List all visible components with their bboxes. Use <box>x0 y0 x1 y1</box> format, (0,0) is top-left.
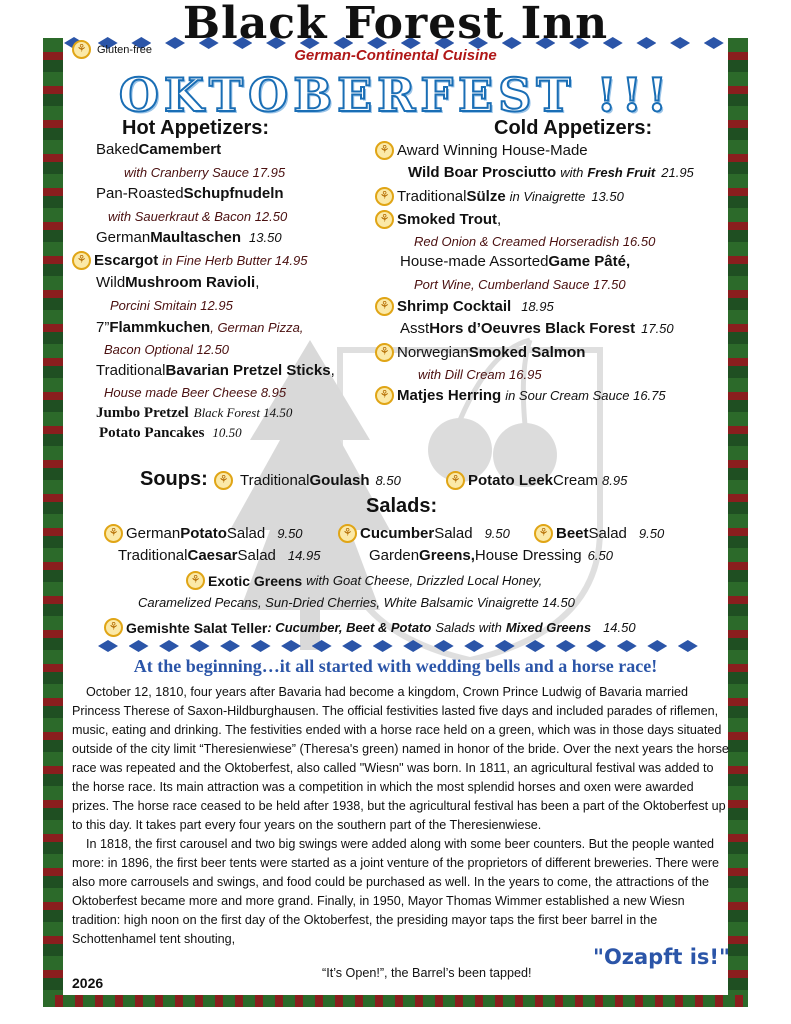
wheat-icon: ⚘ <box>534 524 553 543</box>
menu-item: Potato Pancakes 10.50 <box>99 425 242 441</box>
salad-item: ⚘ Cucumber Salad 9.50 <box>338 524 510 543</box>
menu-item-desc: with Dill Cream 16.95 <box>418 367 542 382</box>
ozapft-is-quote: "Ozapft is!" <box>593 945 730 969</box>
restaurant-name: Black Forest Inn <box>182 0 609 49</box>
wheat-icon: ⚘ <box>72 251 91 270</box>
menu-item-desc: with Sauerkraut & Bacon 12.50 <box>108 209 288 224</box>
oktoberfest-title: OKTOBERFEST !!! <box>118 68 673 122</box>
salad-item: ⚘ German Potato Salad 9.50 <box>104 524 303 543</box>
menu-item: ⚘ Matjes Herring in Sour Cream Sauce 16.75 <box>375 386 666 405</box>
wheat-icon: ⚘ <box>375 141 394 160</box>
menu-item: ⚘ Smoked Trout , <box>375 210 501 229</box>
right-decorative-border <box>728 38 748 998</box>
wheat-icon: ⚘ <box>375 210 394 229</box>
menu-item: Jumbo Pretzel Black Forest 14.50 <box>96 405 293 421</box>
wheat-icon: ⚘ <box>446 471 465 490</box>
middle-diamond-divider <box>98 640 698 652</box>
salad-item: ⚘ Exotic Greens with Goat Cheese, Drizzled Local Honey, <box>186 571 542 590</box>
gluten-free-label: Gluten-free <box>97 43 153 56</box>
restaurant-subtitle: German-Continental Cuisine <box>294 47 497 64</box>
history-heading: At the beginning…it all started with wedding bells and a horse race! <box>133 656 658 676</box>
menu-item: Wild Boar Prosciutto with Fresh Fruit 21.95 <box>408 164 694 181</box>
wheat-icon: ⚘ <box>72 40 91 59</box>
menu-item: ⚘ Escargot in Fine Herb Butter 14.95 <box>72 251 307 270</box>
gluten-free-legend <box>72 40 152 59</box>
menu-item-desc: Porcini Smitain 12.95 <box>110 298 233 313</box>
menu-item: Wild Mushroom Ravioli , <box>96 274 260 291</box>
menu-item-desc: with Cranberry Sauce 17.95 <box>124 165 286 180</box>
soup-item: ⚘ Traditional Goulash 8.50 <box>214 471 401 490</box>
menu-item: House-made Assorted Game Pâté, <box>400 253 631 270</box>
menu-item: ⚘ Shrimp Cocktail 18.95 <box>375 297 554 316</box>
menu-item: ⚘ Traditional Sülze in Vinaigrette 13.50 <box>375 187 624 206</box>
salad-item: ⚘ Beet Salad 9.50 <box>534 524 664 543</box>
menu-item: 7” Flammkuchen , German Pizza, <box>96 319 304 336</box>
menu-item-desc: Red Onion & Creamed Horseradish 16.50 <box>414 234 656 249</box>
salad-item-desc: Caramelized Pecans, Sun-Dried Cherries, White Balsamic Vinaigrette 14.50 <box>138 595 575 610</box>
hot-appetizers-heading: Hot Appetizers: <box>122 117 270 139</box>
salad-item: Garden Greens, House Dressing 6.50 <box>369 547 613 564</box>
wheat-icon: ⚘ <box>375 343 394 362</box>
menu-item: Pan-Roasted Schupfnudeln <box>96 185 284 202</box>
salad-item: Traditional Caesar Salad 14.95 <box>118 547 321 564</box>
cold-appetizers-heading: Cold Appetizers: <box>494 117 653 139</box>
its-open-line: “It’s Open!”, the Barrel’s been tapped! <box>322 966 532 980</box>
wheat-icon: ⚘ <box>375 297 394 316</box>
soups-heading: Soups: <box>140 468 208 490</box>
menu-item-desc: Bacon Optional 12.50 <box>104 342 230 357</box>
wheat-icon: ⚘ <box>186 571 205 590</box>
wheat-icon: ⚘ <box>104 524 123 543</box>
wheat-icon: ⚘ <box>214 471 233 490</box>
menu-item: Traditional Bavarian Pretzel Sticks , <box>96 362 335 379</box>
wheat-icon: ⚘ <box>375 187 394 206</box>
history-paragraph-1: October 12, 1810, four years after Bavaria had become a kingdom, Crown Prince Ludwig of Bavaria married Princess Therese of Saxon-Hildburghausen. The official festivities lasted five days and included parades of riflemen, music, eating and drinking. The festivities ended with a horse race held on a green, which was in those days situated outside of the city limit “Theresienwiese” (Theresa's green) named in honor of the bride. Over the next years the horse race was repeated and the Oktoberfest, also called "Wiesn" was born. In 1811, an agricultural festival was added to the horse race. Its main attraction was a competition in which the most splendid horses and oxen were awarded prizes. The horse race ceased to be held after 1938, but the agricultural festival has been a part of the Oktoberfest up to this day. It takes part every four years on the southern part of the Theresienwiese. <box>72 685 729 832</box>
history-paragraph-2: In 1818, the first carousel and two big swings were added along with some beer counters. But the people wanted more: in 1896, the first beer tents were started as a joint venture of the proprietors of different breweries. There were also more carrousels and swings, and food could be purchased as well. In the years to come, the attractions of the Oktoberfest became more and more grand. Finally, in 1950, Mayor Thomas Wimmer established a new Wiesn tradition: high noon on the first day of the Oktoberfest, the presiding mayor taps the first beer barrel in the Schottenhamel tent shouting, <box>72 837 720 946</box>
wheat-icon: ⚘ <box>375 386 394 405</box>
wheat-icon: ⚘ <box>104 618 123 637</box>
menu-item: ⚘ Norwegian Smoked Salmon <box>375 343 585 362</box>
soup-item: ⚘ Potato Leek Cream 8.95 <box>446 471 627 490</box>
left-decorative-border <box>43 38 63 998</box>
salad-item: ⚘ Gemishte Salat Teller : Cucumber, Beet & Potato Salads with Mixed Greens 14.50 <box>104 618 636 637</box>
menu-item-desc: House made Beer Cheese 8.95 <box>104 385 287 400</box>
menu-item-desc: Port Wine, Cumberland Sauce 17.50 <box>414 277 626 292</box>
salads-heading: Salads: <box>366 495 438 517</box>
bottom-decorative-border <box>43 995 748 1007</box>
wheat-icon: ⚘ <box>338 524 357 543</box>
menu-item: ⚘ Award Winning House-Made <box>375 141 588 160</box>
history-text <box>72 683 730 949</box>
menu-item: German Maultaschen 13.50 <box>96 229 282 246</box>
menu-item: Asst Hors d’Oeuvres Black Forest 17.50 <box>400 320 674 337</box>
year-label: 2026 <box>72 975 104 991</box>
menu-item: Baked Camembert <box>96 141 222 158</box>
